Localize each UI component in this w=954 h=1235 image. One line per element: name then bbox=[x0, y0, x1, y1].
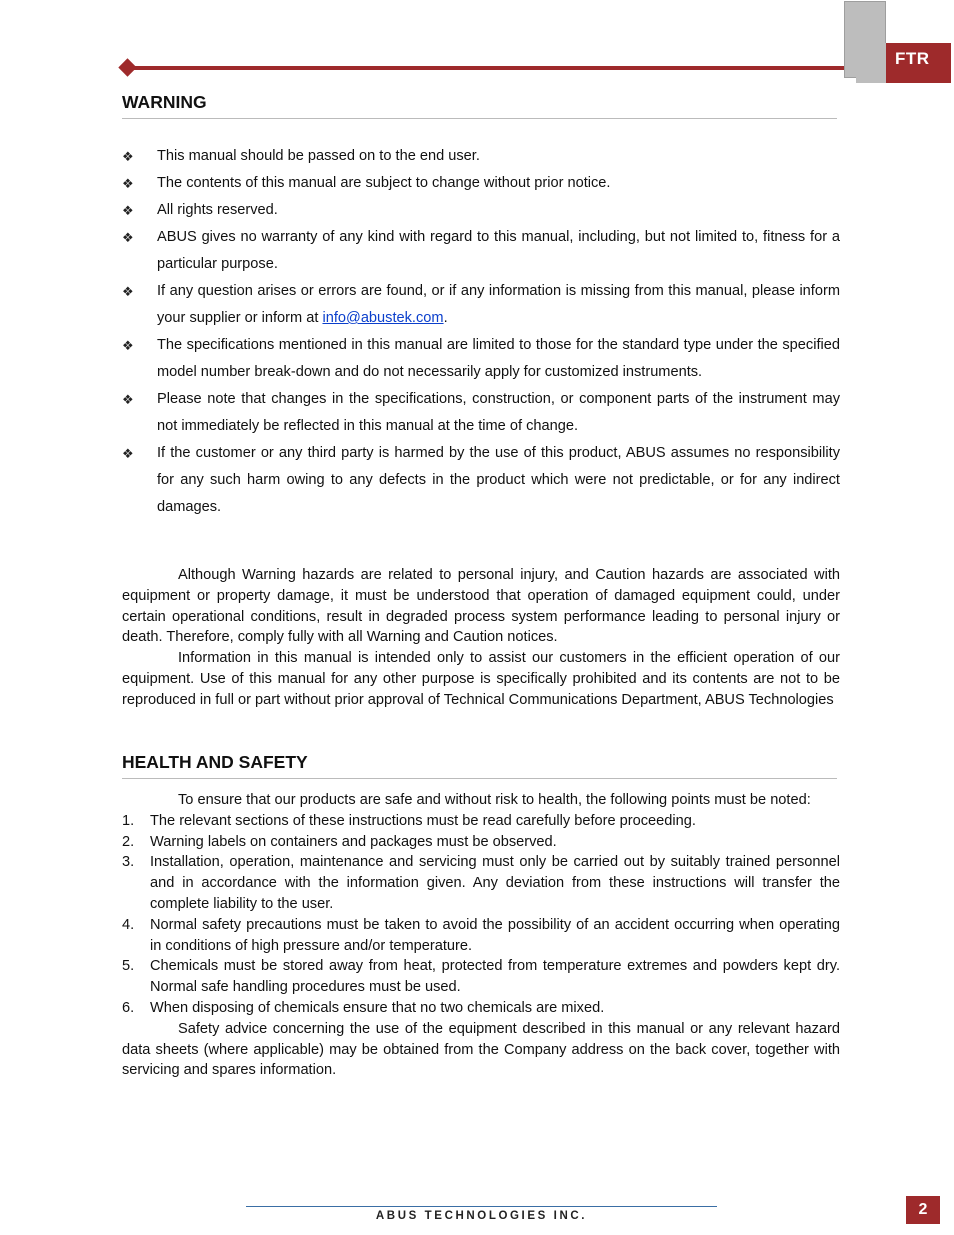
diamond-bullet-icon: ❖ bbox=[122, 338, 134, 353]
header-tab-overlap bbox=[856, 43, 886, 83]
warning-title: WARNING bbox=[122, 92, 207, 112]
warning-paragraphs bbox=[122, 565, 840, 711]
list-item: ❖ Please note that changes in the specifications, construction, or component parts of the instrument may not immediately be reflected in this manual at the time of change. bbox=[122, 386, 840, 440]
diamond-bullet-icon: ❖ bbox=[122, 392, 134, 407]
paragraph: To ensure that our products are safe and without risk to health, the following points must be noted: bbox=[178, 792, 811, 808]
list-item: ❖ If any question arises or errors are found, or if any information is missing from this manual, please inform your supplier or inform at info@abustek.com. bbox=[122, 278, 840, 332]
diamond-bullet-icon: ❖ bbox=[122, 203, 134, 218]
warning-list bbox=[122, 143, 840, 521]
health-safety-rule bbox=[122, 778, 837, 779]
health-safety-list bbox=[122, 811, 840, 1019]
footer-rule bbox=[246, 1206, 717, 1207]
page-number: 2 bbox=[906, 1196, 940, 1224]
diamond-bullet-icon: ❖ bbox=[122, 230, 134, 245]
list-item: 3. Installation, operation, maintenance and servicing must only be carried out by suitably trained personnel and in accordance with the information given. Any deviation from these instructions will transfer the complete liability to the user. bbox=[122, 854, 840, 912]
list-item: 1. The relevant sections of these instructions must be read carefully before proceeding. bbox=[122, 812, 696, 829]
warning-rule bbox=[122, 118, 837, 119]
list-item: 4. Normal safety precautions must be taken to avoid the possibility of an accident occurring when operating in conditions of high pressure and/or temperature. bbox=[122, 916, 840, 954]
email-link[interactable]: info@abustek.com bbox=[322, 310, 444, 326]
footer-company: ABUS TECHNOLOGIES INC. bbox=[375, 1210, 588, 1222]
list-item: ❖ ABUS gives no warranty of any kind with regard to this manual, including, but not limited to, fitness for a particular purpose. bbox=[122, 224, 840, 278]
diamond-bullet-icon: ❖ bbox=[122, 446, 134, 461]
health-safety-body bbox=[122, 790, 840, 1081]
list-item: ❖ The contents of this manual are subject to change without prior notice. bbox=[122, 170, 840, 197]
header-tab-label: FTR bbox=[895, 49, 930, 68]
diamond-bullet-icon: ❖ bbox=[122, 149, 134, 164]
header-rule bbox=[128, 66, 844, 70]
health-safety-title: HEALTH AND SAFETY bbox=[122, 752, 308, 772]
paragraph: Information in this manual is intended only to assist our customers in the efficient operation of our equipment. Use of this manual for any other purpose is specifically prohibited and its contents are not to be reproduced in full or part without prior approval of Technical Communications Department, ABUS Technologies bbox=[122, 650, 840, 708]
diamond-bullet-icon: ❖ bbox=[122, 176, 134, 191]
paragraph: Although Warning hazards are related to personal injury, and Caution hazards are associated with equipment or property damage, it must be understood that operation of damaged equipment could, under certain operational conditions, result in degraded process system performance leading to personal injury or death. Therefore, comply fully with all Warning and Caution notices. bbox=[122, 567, 840, 646]
list-item: 5. Chemicals must be stored away from heat, protected from temperature extremes and powders kept dry. Normal safe handling procedures must be used. bbox=[122, 958, 840, 996]
list-item: 6. When disposing of chemicals ensure that no two chemicals are mixed. bbox=[122, 999, 605, 1016]
list-item: ❖ All rights reserved. bbox=[122, 197, 840, 224]
list-item: 2. Warning labels on containers and packages must be observed. bbox=[122, 833, 557, 850]
list-item: ❖ If the customer or any third party is harmed by the use of this product, ABUS assumes no responsibility for any such harm owing to any defects in the product which were not predictable, or for any indirect damages. bbox=[122, 440, 840, 521]
list-item: ❖ The specifications mentioned in this manual are limited to those for the standard type under the specified model number break-down and do not necessarily apply for customized instruments. bbox=[122, 332, 840, 386]
list-item: ❖ This manual should be passed on to the end user. bbox=[122, 143, 840, 170]
diamond-bullet-icon: ❖ bbox=[122, 284, 134, 299]
paragraph: Safety advice concerning the use of the equipment described in this manual or any relevant hazard data sheets (where applicable) may be obtained from the Company address on the back cover, together with servicing and spares information. bbox=[122, 1020, 840, 1079]
